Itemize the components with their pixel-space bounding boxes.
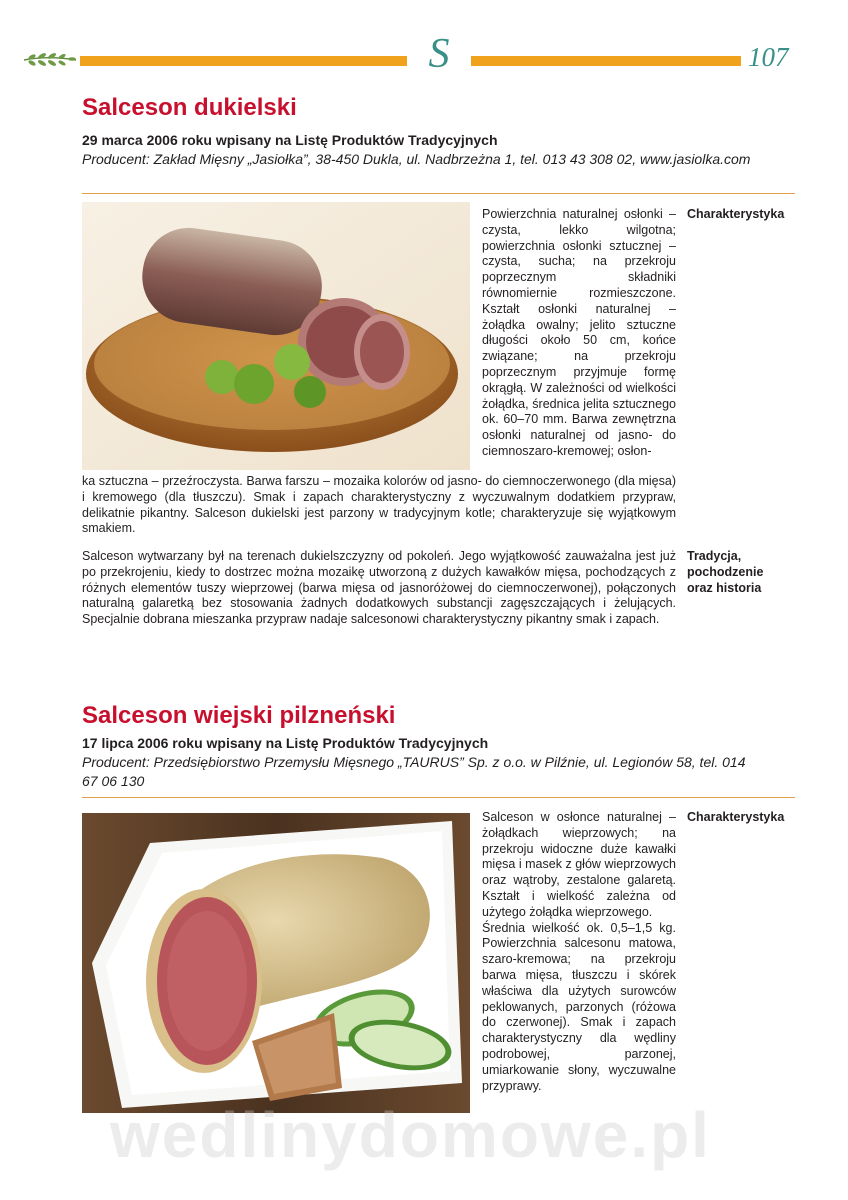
section1-title: Salceson dukielski [82,94,297,121]
section1-divider [82,193,795,194]
section-letter: S [428,31,450,77]
header-bar-right [471,56,741,66]
section1-producer: Producent: Zakład Mięsny „Jasiołka”, 38-450 Dukla, ul. Nadbrzeżna 1, tel. 013 43 308 02, www.jasiolka.com [82,151,751,167]
page-number: 107 [748,42,789,72]
section1-registration: 29 marca 2006 roku wpisany na Listę Produktów Tradycyjnych [82,132,498,148]
section1-tradition-text: Salceson wytwarzany był na terenach dukielszczyzny od pokoleń. Jego wyjątkowość zauważalna jest już po przekrojeniu, kiedy to dostrzec można mozaikę utworzoną z dużych kawałków mięsa, pochodzących z różnych elementów tuszy wieprzowej (barwa mięsa od jasnoróżowej do ciemnoczerwonej), połączonych naturalną galaretką bez stosowania żadnych dodatkowych substancji zagęszczających i żelujących. Specjalnie dobrana mieszanka przypraw nadaje salcesonowi charakterystyczny pikantny smak i zapach. [82,549,676,627]
watermark: wedlinydomowe.pl [110,1099,711,1171]
section1-char-text-right: Powierzchnia naturalnej osłonki – czysta, lekko wilgotna; powierzchnia osłonki sztucznej – czysta, sucha; na przekroju poprzecznym składniki równomiernie rozmieszczone. Kształt osłonki naturalnej – żołądka owalny; jelito sztuczne długości około 50 cm, końce związane; na przekroju poprzecznym przyjmuje formę okrągłą. W zależności od wielkości żołądka, średnica jelita sztucznego ok. 60–70 mm. Barwa zewnętrzna osłonki naturalnej od jasno- do ciemnoszaro-kremowej; osłon- [482,207,676,458]
section2-char-paragraph-2: Średnia wielkość ok. 0,5–1,5 kg. Powierzchnia salcesonu matowa, szaro-kremowa; na przekroju barwa mięsa, tłuszczu i skórek właściwa dla użytych surowców peklowanych, parzonych (różowa do czerwonej). Smak i zapach charakterystyczny dla wędliny podrobowej, parzonej, umiarkowanie słony, wyczuwalne przyprawy. [482,920,676,1093]
salceson-dukielski-photo [82,202,470,470]
section2-registration: 17 lipca 2006 roku wpisany na Listę Produktów Tradycyjnych [82,735,489,751]
header-bar-left [80,56,407,66]
section2-label-characteristics: Charakterystyka [687,810,785,824]
section1-label-characteristics: Charakterystyka [687,207,785,221]
section1-char-text-full: ka sztuczna – przeźroczysta. Barwa farszu – mozaika kolorów od jasno- do ciemnoczerwonego (dla mięsa) i kremowego (dla tłuszczu). Smak i zapach charakterystyczny z wyczuwalnym dodatkiem przypraw, delikatnie pikantny. Salceson dukielski jest parzony w tradycyjnym kotle; charakteryzuje się wyjątkowym smakiem. [82,474,676,536]
section2-divider [82,797,795,798]
section2-title: Salceson wiejski pilzneński [82,702,396,729]
section2-char-text [482,810,676,1094]
salceson-wiejski-photo [82,813,470,1113]
section2-char-paragraph-1: Salceson w osłonce naturalnej – żołądkach wieprzowych; na przekroju widoczne duże kawałki mięsa i masek z głów wieprzowych oraz wątroby, zestalone galaretą. Kształt i wielkość zależna od użytego żołądka wieprzowego. [482,810,676,919]
section2-producer: Producent: Przedsiębiorstwo Przemysłu Mięsnego „TAURUS” Sp. z o.o. w Pilźnie, ul. Legionów 58, tel. 014 67 06 130 [82,754,746,789]
leaf-ornament-icon [22,51,78,67]
section1-label-tradition: Tradycja, pochodzenie oraz historia [687,549,764,595]
